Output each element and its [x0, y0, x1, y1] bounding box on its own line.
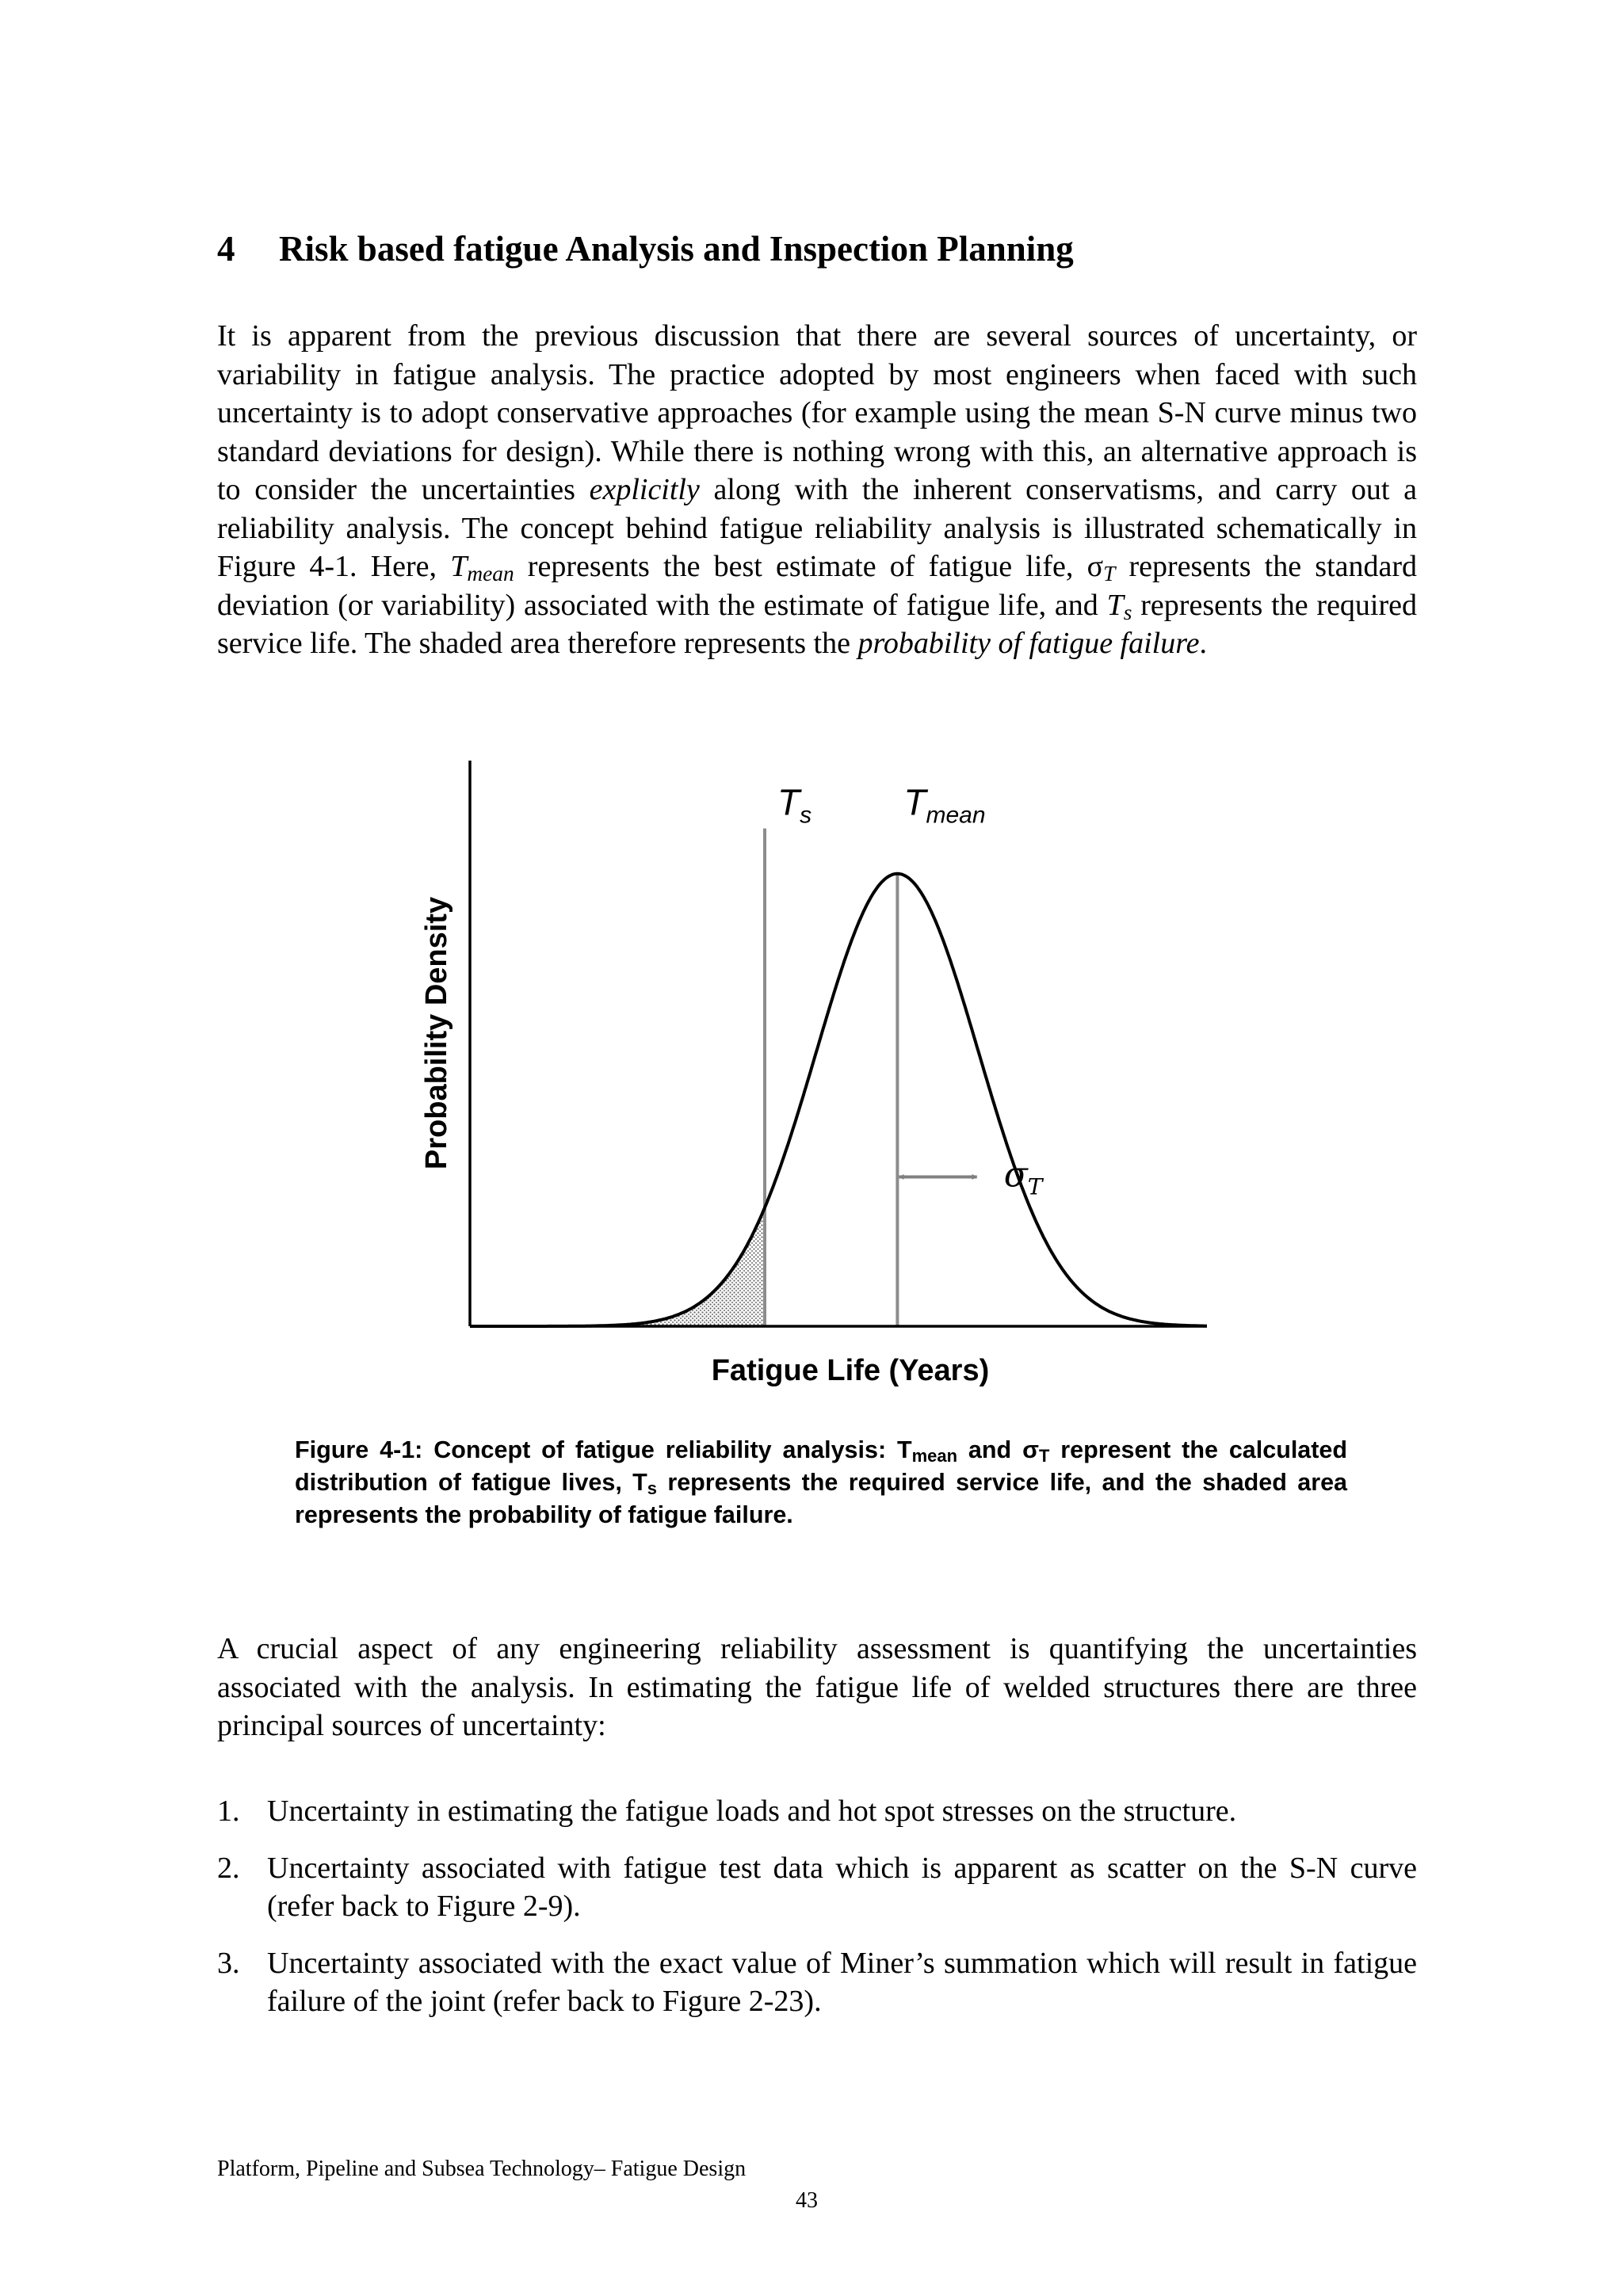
failure-probability-area [640, 1207, 765, 1326]
para1-emphasis-explicitly: explicitly [589, 473, 700, 506]
probability-density-chart [396, 761, 1252, 1394]
t-s-symbol: $T_s$ [1106, 588, 1132, 624]
section-heading [217, 228, 1074, 269]
page-number: 43 [796, 2188, 818, 2213]
uncertainty-paragraph: A crucial aspect of any engineering reliability assessment is quantifying the uncertainties associated with the analysis. In estimating the fatigue life of welded structures there are three principal sources of uncertainty: [217, 1632, 1417, 1742]
para1-text-4: represents the standard deviation (or variability) associated with the estimate of fatigue life, and [217, 550, 1418, 622]
y-axis-label: Probability Density [420, 896, 453, 1170]
distribution-curve [470, 874, 1207, 1326]
ts-label: $T_s$ [777, 781, 812, 829]
sigma-t-symbol: $\sigma_T$ [1086, 550, 1116, 586]
page-footer: Platform, Pipeline and Subsea Technology– Fatigue Design [217, 2157, 747, 2181]
para1-text-3: represents the best estimate of fatigue life, [527, 550, 1074, 583]
para1-text-2: along with the inherent conservatisms, and carry out a reliability analysis. The concept behind fatigue reliability analysis is illustrated schematically in Figure 4-1. Here, [217, 473, 1418, 583]
sigma-label: $\sigma_T$ [1003, 1154, 1043, 1200]
list-item: 3. Uncertainty associated with the exact value of Miner’s summation which will result in fatigue failure of the joint (refer back to Figure 2-23). [217, 1946, 1417, 2018]
tmean-label: $T_{mean}$ [903, 781, 986, 829]
para1-emphasis-probability: probability of fatigue failure [857, 627, 1200, 660]
para1-text-5: represents the required service life. The shaded area therefore represents the [217, 588, 1418, 660]
x-axis-label: Fatigue Life (Years) [711, 1354, 990, 1387]
list-item: 1. Uncertainty in estimating the fatigue loads and hot spot stresses on the structure. [217, 1794, 1237, 1828]
figure-caption: Figure 4-1: Concept of fatigue reliability analysis: $T_{mean}$ and $\sigma_T$ represent the calculated distribution of fatigue lives, $T_s$ represents the required service life, and the shaded area represents the probability of fatigue failure. [295, 1436, 1348, 1528]
intro-paragraph: It is apparent from the previous discussion that there are several sources of uncertainty, or variability in fatigue analysis. The practice adopted by most engineers when faced with such uncertainty is to adopt conservative approaches (for example using the mean S-N curve minus two standard deviations for design). While there is nothing wrong with this, an alternative approach is to consider the uncertainties explicitly along with the inherent conservatisms, and carry out a reliability analysis. The concept behind fatigue reliability analysis is illustrated schematically in Figure 4-1. Here, $T_{mean}$ represents the best estimate of fatigue life, $\sigma_T$ represents the standard deviation (or variability) associated with the estimate of fatigue life, and $T_s$ represents the required service life. The shaded area therefore represents the probability of fatigue failure. [217, 319, 1418, 660]
para1-text-1: It is apparent from the previous discussion that there are several sources of uncertainty, or variability in fatigue analysis. The practice adopted by most engineers when faced with such uncertainty is to adopt conservative approaches (for example using the mean S-N curve minus two standard deviations for design). While there is nothing wrong with this, an alternative approach is to consider the uncertainties [217, 319, 1417, 506]
uncertainty-list [217, 1792, 1417, 2039]
list-item: 2. Uncertainty associated with fatigue test data which is apparent as scatter on the S-N curve (refer back to Figure 2-9). [217, 1851, 1417, 1923]
figure-4-1 [396, 761, 1252, 1394]
section-title: Risk based fatigue Analysis and Inspection Planning [279, 229, 1074, 269]
section-number: 4 [217, 229, 235, 269]
t-mean-symbol: $T_{mean}$ [450, 550, 514, 586]
